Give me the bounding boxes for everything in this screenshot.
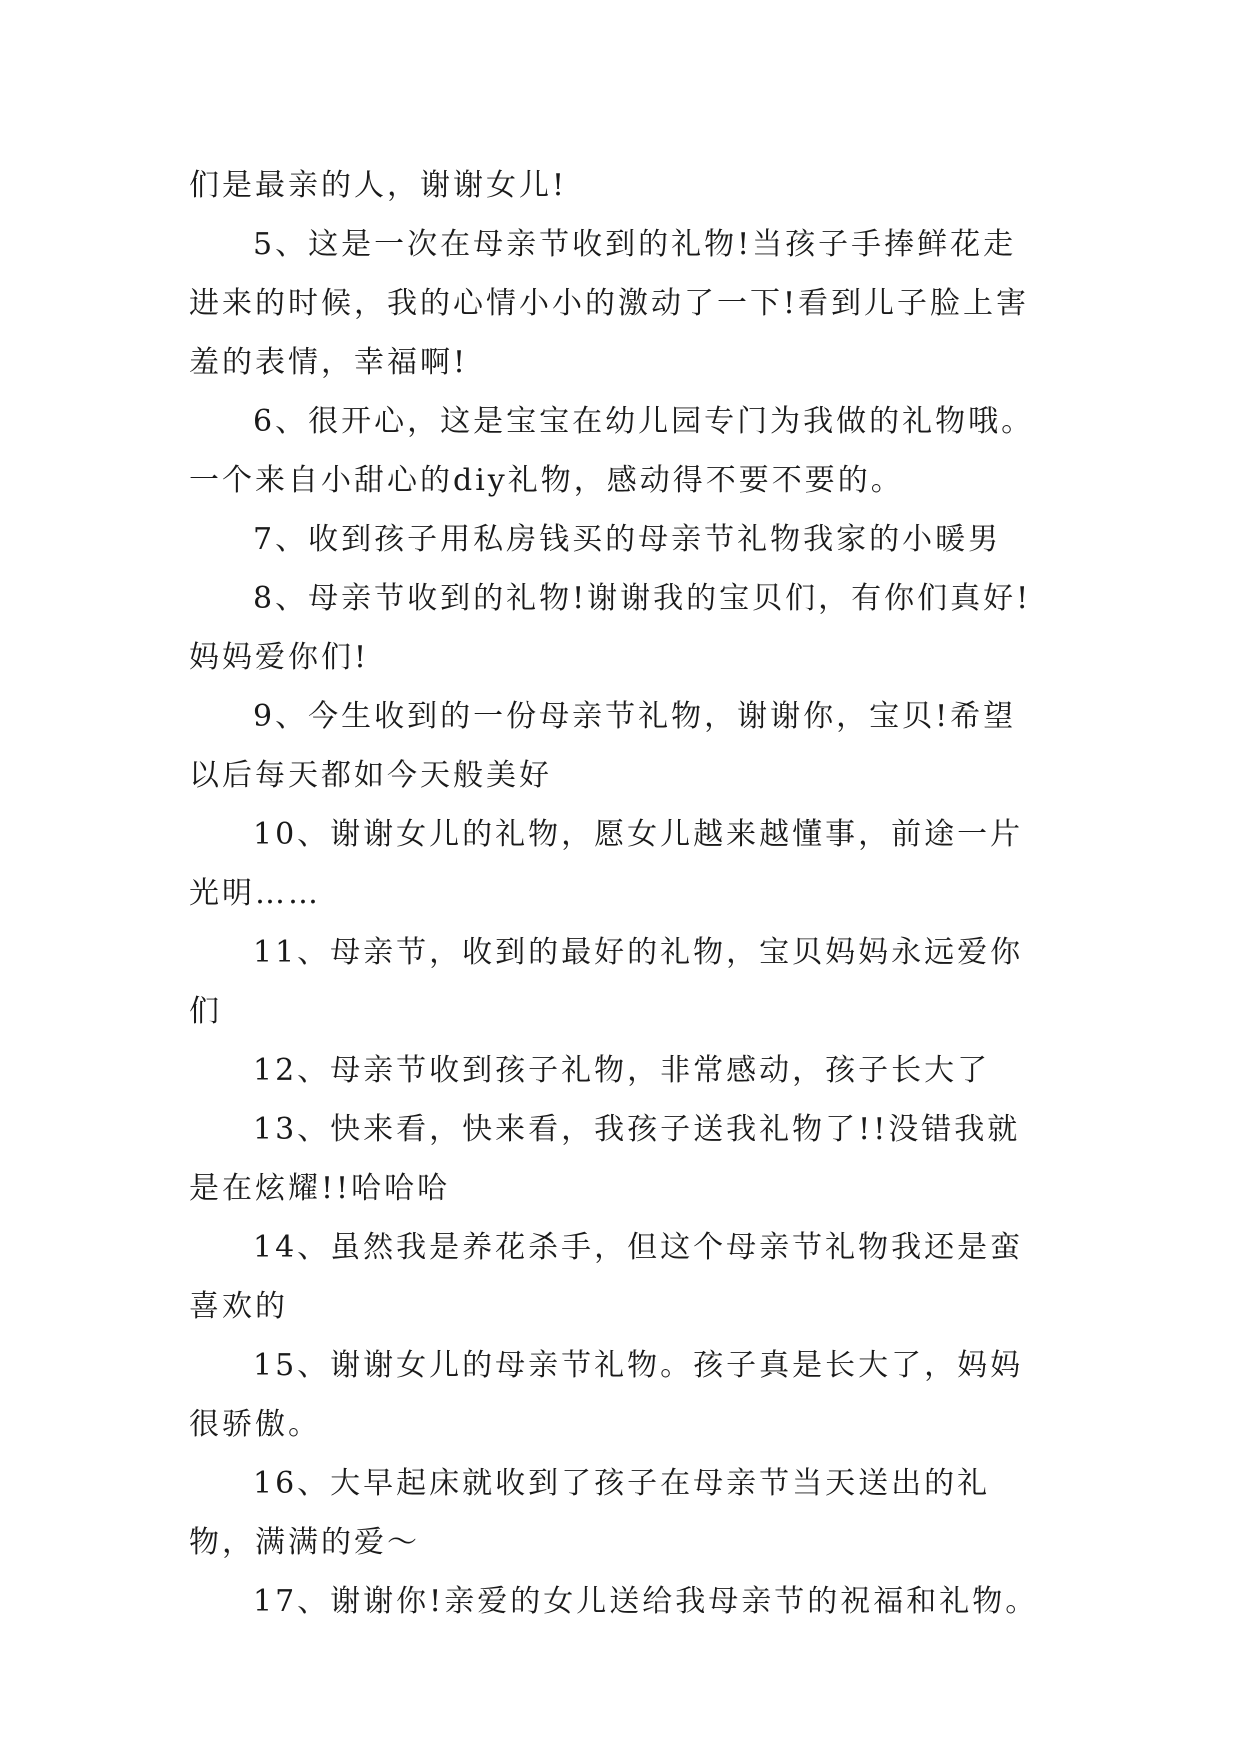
- document-body: [189, 156, 1049, 1631]
- paragraph: 10、谢谢女儿的礼物，愿女儿越来越懂事，前途一片光明……: [189, 817, 1024, 911]
- paragraph: 8、母亲节收到的礼物!谢谢我的宝贝们，有你们真好!妈妈爱你们!: [189, 581, 1032, 675]
- paragraph: 11、母亲节，收到的最好的礼物，宝贝妈妈永远爱你们: [189, 935, 1024, 1029]
- paragraph: 6、很开心，这是宝宝在幼儿园专门为我做的礼物哦。一个来自小甜心的diy礼物，感动得不要不要的。: [189, 404, 1035, 498]
- paragraph: 9、今生收到的一份母亲节礼物，谢谢你，宝贝!希望以后每天都如今天般美好: [189, 699, 1017, 793]
- paragraph: 16、大早起床就收到了孩子在母亲节当天送出的礼物，满满的爱～: [189, 1466, 991, 1560]
- paragraph: 14、虽然我是养花杀手，但这个母亲节礼物我还是蛮喜欢的: [189, 1230, 1024, 1324]
- paragraph: 7、收到孩子用私房钱买的母亲节礼物我家的小暖男: [253, 522, 1002, 557]
- paragraph: 们是最亲的人，谢谢女儿!: [189, 168, 568, 203]
- paragraph: 12、母亲节收到孩子礼物，非常感动，孩子长大了: [253, 1053, 991, 1088]
- paragraph: 17、谢谢你!亲爱的女儿送给我母亲节的祝福和礼物。: [253, 1584, 1039, 1619]
- paragraph: 13、快来看，快来看，我孩子送我礼物了!!没错我就是在炫耀!!哈哈哈: [189, 1112, 1021, 1206]
- paragraph: 5、这是一次在母亲节收到的礼物!当孩子手捧鲜花走进来的时候，我的心情小小的激动了一下!看到儿子脸上害羞的表情，幸福啊!: [189, 227, 1030, 380]
- paragraph: 15、谢谢女儿的母亲节礼物。孩子真是长大了，妈妈很骄傲。: [189, 1348, 1024, 1442]
